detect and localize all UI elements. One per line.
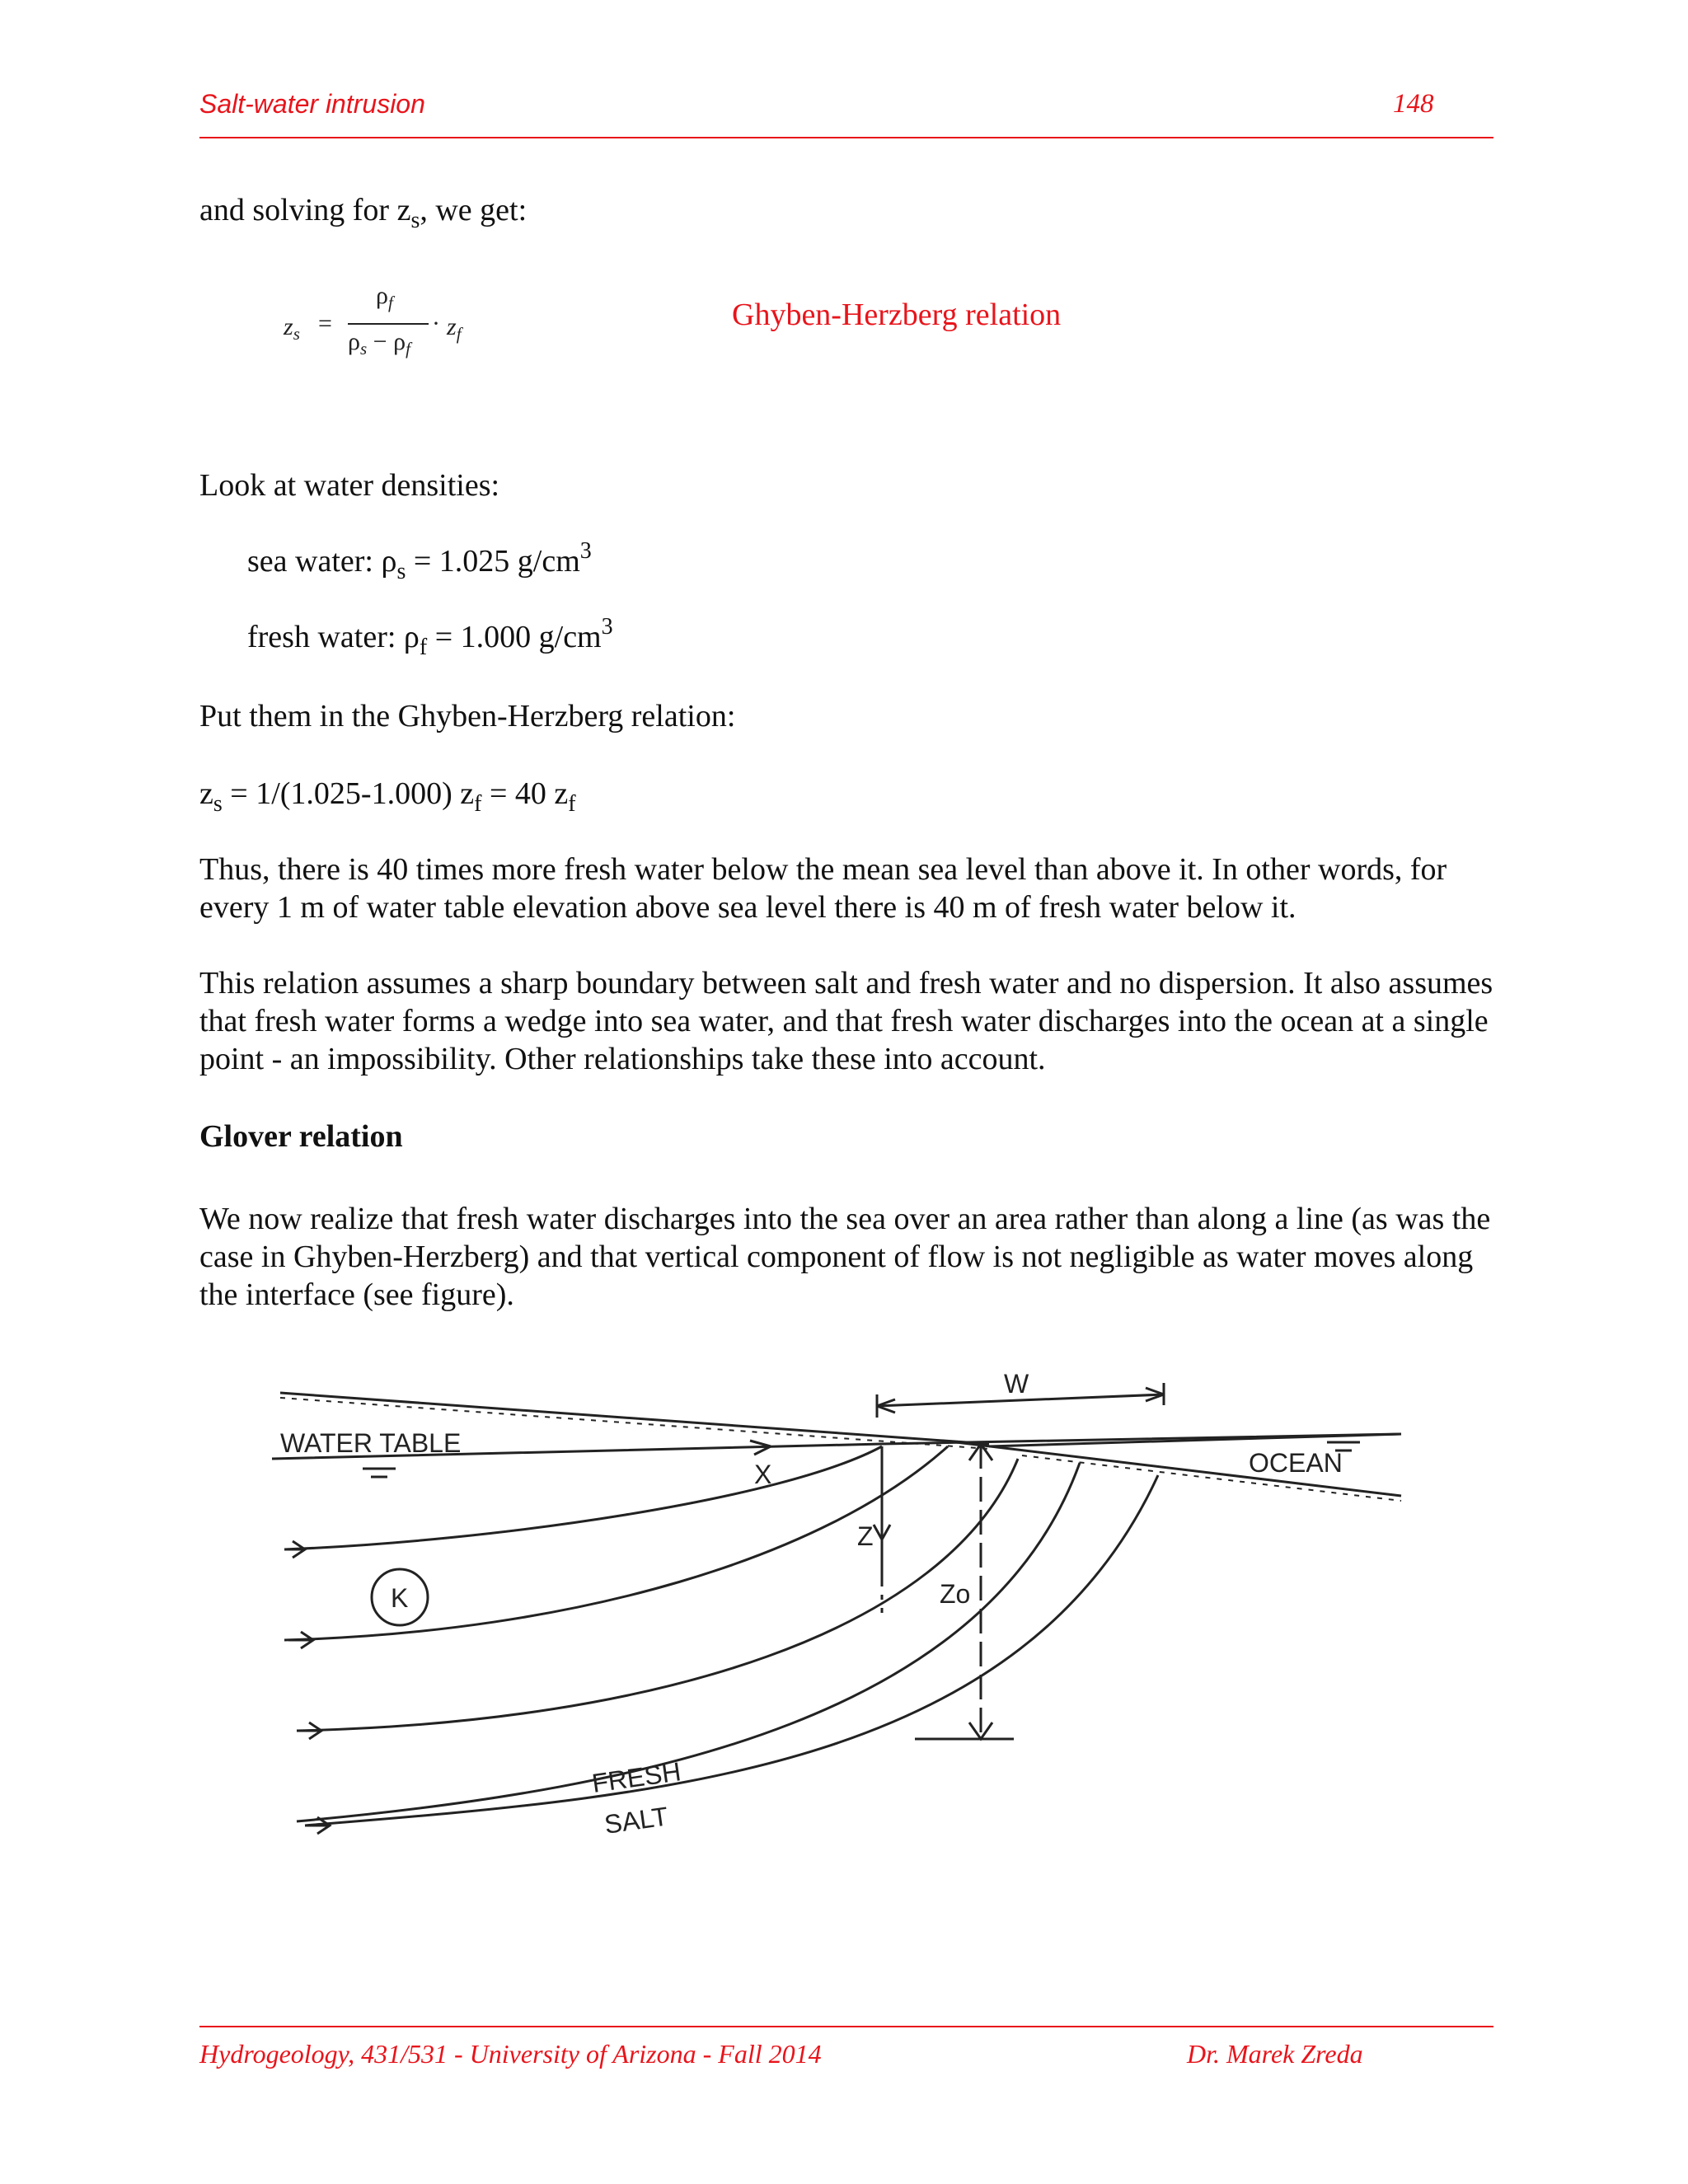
water-table-symbol bbox=[363, 1469, 396, 1477]
k-label: K bbox=[391, 1583, 409, 1613]
equation-numerator: $\rho_f$ bbox=[376, 282, 393, 312]
paragraph-glover: We now realize that fresh water discharges into the sea over an area rather than along a line (as was the case in Ghyben-Herzberg) and that vertical component of flow is not negligible as water moves along the interface (see figure). bbox=[199, 1202, 1491, 1312]
intro-text-tail: , we get: bbox=[420, 193, 528, 227]
equation-equals: = bbox=[318, 310, 332, 337]
zo-label: Zo bbox=[940, 1579, 971, 1609]
running-header-title: Salt-water intrusion bbox=[199, 89, 425, 119]
flow-arrow-2 bbox=[288, 1632, 313, 1648]
glover-heading: Glover relation bbox=[199, 1119, 403, 1154]
paragraph-assumptions: This relation assumes a sharp boundary between salt and fresh water and no dispersion. It also assumes that fresh water forms a wedge into sea water, and that fresh water discharges into the ocean at a single point - an impossibility. Other relationships take these into account. bbox=[199, 966, 1493, 1076]
fresh-label: FRESH bbox=[589, 1756, 683, 1798]
fresh-salt-interface bbox=[305, 1475, 1158, 1825]
equation-rhs: $z_f$ bbox=[447, 313, 462, 344]
w-label: W bbox=[1004, 1369, 1029, 1399]
intro-text-lead: and solving for z bbox=[199, 193, 411, 227]
flow-line-4 bbox=[297, 1463, 1080, 1821]
x-label: X bbox=[754, 1460, 772, 1489]
water-table-label: WATER TABLE bbox=[280, 1428, 462, 1458]
put-text: Put them in the Ghyben-Herzberg relation: bbox=[199, 699, 736, 733]
sea-water-density: sea water: $\rho_s = 1.025$ $g/cm^3$ bbox=[247, 538, 592, 584]
fresh-water-density: fresh water: $\rho_f = 1.000$ $g/cm^3$ bbox=[247, 614, 613, 660]
equation-denominator: $\rho_s - \rho_f$ bbox=[348, 328, 410, 359]
flow-arrow-1 bbox=[284, 1541, 305, 1558]
flow-line-1 bbox=[284, 1446, 882, 1549]
z-label: Z bbox=[857, 1521, 874, 1551]
equation-dot: · bbox=[432, 310, 440, 337]
footer-author: Dr. Marek Zreda bbox=[1187, 2039, 1363, 2069]
footer-course: Hydrogeology, 431/531 - University of Arizona - Fall 2014 bbox=[199, 2039, 822, 2069]
paragraph-forty-times: Thus, there is 40 times more fresh water below the mean sea level than above it. In other words, for every 1 m of water table elevation above sea level there is 40 m of fresh water below it. bbox=[199, 852, 1447, 925]
footer-rule bbox=[199, 2026, 1493, 2027]
equation-lhs: $z_s$ bbox=[284, 313, 300, 344]
result-equation: $z_s = 1/(1.025-1.000) z_f = 40$ $z_f$ bbox=[199, 776, 576, 817]
page-number: 148 bbox=[1393, 89, 1434, 119]
salt-label: SALT bbox=[602, 1801, 670, 1840]
relation-name-label: Ghyben-Herzberg relation bbox=[732, 298, 1062, 332]
flow-arrow-3 bbox=[297, 1722, 321, 1739]
densities-heading: Look at water densities: bbox=[199, 468, 500, 503]
ocean-label: OCEAN bbox=[1249, 1448, 1343, 1478]
intro-text-sub: s bbox=[410, 208, 420, 233]
